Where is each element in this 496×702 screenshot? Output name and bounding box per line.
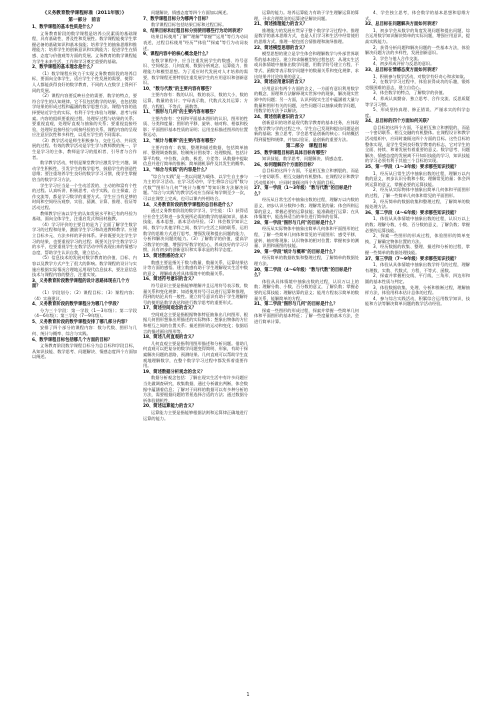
answer-paragraph: 5、形成坚持真理、修正错误、严谨求实的科学态度。: [365, 107, 470, 118]
question-heading: 4、义务教育阶段的数学课程分为哪几个学段？: [32, 302, 121, 308]
answer-paragraph: 2、在数学学习过程中，体验获得成功的乐趣，锻炼克服困难的意志，建立自信心。: [365, 79, 470, 90]
answer-paragraph: 3、经历数据的收集、整理、描述和分析的过程，掌握一些简单的数据处理技能。: [365, 244, 470, 255]
section-heading: 第一部分 前言: [68, 18, 101, 23]
question-heading: 9、课程内容中的核心概念是什么？: [143, 52, 211, 58]
answer-paragraph: 空间观念主要是指根据物体特征抽象出几何图形，根据几何图形想象出所描述的实际物体；想象出物体的方位和相互之间的位置关系；描述图形的运动和变化；依据语言的描述画出图形等。: [143, 311, 248, 334]
answer-paragraph: 3、体验数据收集、处理、分析和推断过程，理解抽样方法，体验用样本估计总体的过程。: [365, 284, 470, 296]
answer-paragraph: 1、积极参与数学活动，对数学有好奇心和求知欲。: [373, 73, 468, 79]
answer-paragraph: 4、参与综合实践活动，积累综合运用数学知识、技能和方法等解决简单问题的数学活动经验。: [365, 295, 470, 307]
question-heading: 34、总目标的四个方面如何关联？: [365, 119, 432, 125]
section-heading: 第二部分 课程目标: [285, 143, 328, 149]
question-heading: 27、第一学段（1～3年级）"数与代数"的目标是什么？: [254, 186, 353, 197]
question-heading: 28、第一学段"图形与几何"的目标是什么？: [254, 220, 338, 226]
answer-paragraph: 4、学会独立思考，体会数学的基本思想和思维方式。: [365, 10, 470, 21]
answer-paragraph: 2、探索并掌握相交线、平行线、三角形、四边形和圆的基本性质与判定。: [365, 273, 470, 284]
question-heading: 7、数学课程目标分为哪两个目标？: [143, 16, 211, 22]
answer-paragraph: 分为三个学段：第一学段（1～3年级）；第二学段（4～6年级）；第三学段（7～9年级）。: [32, 307, 137, 319]
answer-paragraph: 主要内容有：数的认识，数的表示，数的大小，数的运算，数量的估计；字母表示数，代数式及其运算；方程、方程组、不等式、函数等。: [143, 92, 248, 109]
answer-paragraph: 经历从实际物体中抽象出简单几何体和平面图形的过程，了解一些简单几何体和常见的平面图形；感受平移、旋转、轴对称现象；认识物体的相对位置；掌握初步的测量、识图和画图的技能。: [254, 226, 359, 249]
question-heading: 15、简述数感的含义？: [143, 253, 188, 259]
answer-paragraph: 数学教学活动，特别是课堂教学应激发学生兴趣，调动学生积极性，引发学生的数学思考，鼓励学生的创造性思维；要注重培养学生良好的数学学习习惯，使学生掌握恰当的数学学习方法。: [32, 160, 137, 183]
answer-paragraph: （4）学习评价的主要目的是为了全面了解学生数学学习的过程和结果，激励学生学习和改进教师教学。应建立目标多元、方法多样的评价体系。评价既要关注学生学习的结果，也要重视学习的过程；既要关注学生数学学习的水平，也要重视学生在数学活动中所表现出来的情感与态度，帮助学生认识自我，建立信心。: [32, 221, 137, 255]
question-heading: 2、数学课程的基本理念是什么？: [32, 65, 96, 71]
text-columns: [32, 10, 470, 686]
question-heading: 12、"统计与概率"的主要内容有哪些？: [143, 139, 218, 145]
answer-paragraph: 结果目标使用"了解""理解""掌握""运用"等行为动词表述，过程目标使用"经历""体验""探索"等行为动词表述。: [143, 34, 248, 51]
question-heading: 33、总目标在情感态度方面如何表述？: [365, 67, 440, 73]
question-heading: 22、简述模型思想的含义？: [254, 45, 308, 51]
answer-paragraph: 知识技能、数学思考、问题解决、情感态度。: [262, 156, 346, 162]
question-heading: 8、结果目标和过程目标分别使用哪些行为动词表述？: [143, 28, 245, 34]
answer-paragraph: （5）信息技术的发展对数学教育的价值、目标、内容以及教学方式产生了很大的影响。数学课程的设计与实施应根据实际情况合理地运用现代信息技术，要注意信息技术与课程内容的整合，注重实效。: [32, 255, 137, 278]
answer-paragraph: 应用意识有两个方面的含义，一方面有意识利用数学的概念、原理和方法解释现实世界中的现象，解决现实世界中的问题；另一方面，认识到现实生活中蕴涵着大量与数量和图形有关的问题，这些问题可以抽象成数学问题，用数学的方法予以解决。: [254, 85, 359, 114]
answer-paragraph: 主要内容有：收集、整理和描述数据，包括简单抽样、整理调查数据、绘制统计图表等；处理数据，包括计算平均数、中位数、众数、极差、方差等；从数据中提取信息并进行简单的推断；简单随机事件及其发生的概率。: [143, 144, 248, 167]
question-heading: 14、义务教育阶段的数学课程的总目标是什么？: [143, 202, 235, 208]
question-heading: 10、"数与代数"的主要内容有哪些？: [143, 86, 214, 92]
question-heading: 3、义务教育阶段数学课程的设计思路体现在几个方面？: [32, 278, 130, 290]
answer-paragraph: 2、获得分析问题和解决问题的一些基本方法，体验解决问题方法的多样性，发展创新意识。: [365, 44, 470, 56]
answer-paragraph: 通过义务教育阶段的数学学习，学生能：（1）获得适应社会生活和进一步发展所必需的数学的基础知识、基本技能、基本思想、基本活动经验。（2）体会数学知识之间、数学与其他学科之间、数学与生活之间的联系，运用数学的思维方式进行思考，增强发现和提出问题的能力、分析和解决问题的能力。（3）了解数学的价值，提高学习数学的兴趣，增强学好数学的信心，养成良好的学习习惯，具有初步的创新意识和实事求是的科学态度。: [143, 208, 248, 253]
answer-paragraph: 4、养成认真勤奋、独立思考、合作交流、反思质疑等学习习惯。: [365, 95, 470, 107]
answer-paragraph: 数学课程目标包括结果目标和过程目标。: [151, 22, 227, 28]
answer-paragraph: 学生学习应当是一个生动活泼的、主动的和富有个性的过程。认真听讲、积极思考、动手实践、自主探索、合作交流等，都是学习数学的重要方式。学生应当有足够的时间和空间经历观察、实验、猜测、计算、推理、验证等活动过程。: [32, 182, 137, 210]
answer-paragraph: 符号意识主要是指能够理解并且运用符号表示数、数量关系和变化规律；知道使用符号可以进行运算和推理，得到的结论具有一般性。建立符号意识有助于学生理解符号的使用是数学表达和进行数学思考的重要形式。: [143, 282, 248, 305]
answer-paragraph: 运算能力主要是指能够根据法则和运算律正确地进行运算的能力。: [143, 409, 248, 421]
question-heading: 20、简述运算能力的含义？: [143, 404, 197, 410]
answer-paragraph: 安排了四个部分的课程内容：数与代数、图形与几何、统计与概率、综合与实践。: [32, 325, 137, 337]
question-heading: 35、第一学段（1～3年级）要求哪些知识技能？: [365, 165, 459, 171]
question-heading: 23、简述应用意识的含义？: [254, 80, 308, 86]
answer-paragraph: 2、经历从实际物体中抽象出简单几何体和平面图形的过程，了解一些简单几何体和常见的平面图形。: [365, 187, 470, 198]
answer-paragraph: 在数学课程中，应当注重发展学生的数感、符号意识、空间观念、几何直观、数据分析观念、运算能力、推理能力和模型思想。为了适应时代发展对人才培养的需要，数学课程还要特别注重发展学生的应用意识和创新意识。: [143, 57, 248, 86]
question-heading: 19、简述数据分析观念的含义？: [143, 369, 205, 375]
document-title: 《义务教育数学课程标准（2011年版）》: [42, 11, 127, 16]
answer-paragraph: "综合与实践"是一类以问题为载体、以学生自主参与为主的学习活动。在学习活动中，学生将综合运用"数与代数""图形与几何""统计与概率"等知识和方法解决问题。"综合与实践"的教学活动应当保证每学期至少一次，可以在课堂上完成，也可以课内外相结合。: [143, 173, 248, 201]
answer-paragraph: 3、经历简单的数据收集和整理过程，了解简单的数据处理方法。: [365, 198, 470, 210]
answer-paragraph: 几何直观主要是指利用图形描述和分析问题。借助几何直观可以把复杂的数学问题变得简明、形象，有助于探索解决问题的思路，预测结果。几何直观可以帮助学生直观地理解数学，在整个数学学习过程中都发挥着重要作用。: [143, 340, 248, 369]
answer-paragraph: 主要内容有：空间和平面基本图形的认识，图形的性质、分类和度量；图形的平移、旋转、轴对称、相似和投影；平面图形基本性质的证明；运用坐标描述图形的位置和运动。: [143, 115, 248, 138]
answer-paragraph: 1、初步学会从数学的角度发现问题和提出问题，综合运用数学知识解决简单的实际问题，增强应用意识，提高实践能力。: [365, 27, 470, 44]
answer-paragraph: 经历从日常生活中抽象出数的过程，理解万以内数的意义，初步认识分数和小数；理解常见的量；体会四则运算的意义，掌握必要的运算技能；能准确进行运算；在具体情境中，能选择适当的单位进行简单的估算。: [254, 197, 359, 220]
answer-paragraph: （1）学段划分；（2）课程目标；（3）课程内容；（4）实施建议。: [32, 289, 137, 301]
question-heading: 26、如何理解四个方面的目标？: [254, 162, 316, 168]
answer-paragraph: 4、初步形成评价与反思的意识。: [373, 61, 435, 67]
question-heading: 24、简述创新意识的含义？: [254, 114, 308, 120]
question-heading: 1、数学课程的基本性质是什么？: [32, 25, 96, 30]
question-heading: 11、"图形与几何"的主要内容有哪些？: [143, 110, 218, 116]
answer-paragraph: 1、体验从具体情境中抽象出数的过程，认识万以上的数；理解分数、小数、百分数的意义，了解负数；掌握必要的运算技能。: [365, 216, 470, 233]
question-heading: 31、第二学段"图形与几何"的目标是什么？: [254, 302, 338, 308]
column-1: [32, 10, 137, 686]
answer-paragraph: 创新意识的培养是现代数学教育的基本任务，应体现在数学教与学的过程之中。学生自己发现和提出问题是创新的基础；独立思考、学会思考是创新的核心；归纳概括得到猜想和规律，并加以验证，是创新的重要方法。: [254, 120, 359, 143]
question-heading: 32、总目标在问题解决方面如何表述？: [365, 22, 440, 28]
answer-paragraph: 1、体验从具体情境中抽象出数学符号的过程，理解有理数、实数、代数式、方程、不等式、函数。: [365, 262, 470, 273]
answer-paragraph: 数据分析观念包括：了解在现实生活中有许多问题应当先做调查研究，收集数据，通过分析做出判断，体会数据中蕴涵着信息；了解对于同样的数据可以有多种分析的方法，需要根据问题的背景选择合适的方法；通过数据分析体验随机性。: [143, 375, 248, 403]
answer-paragraph: 1、经历从日常生活中抽象出数的过程，理解万以内数的意义，初步认识分数和小数；理解常见的量；体会四则运算的意义，掌握必要的运算技能。: [365, 170, 470, 187]
answer-paragraph: 3、学会与他人合作交流。: [373, 55, 422, 61]
answer-paragraph: 总目标的这四个方面，不是相互独立和割裂的，而是一个密切联系、相互交融的有机整体。在课程设计和教学活动组织中，应同时兼顾这四个方面的目标。这些目标的整体实现，是学生受到良好数学教育的标志，它对学生的全面、持续、和谐发展有着重要的意义。数学思考、问题解决、情感态度的发展离不开知识技能的学习，知识技能的学习必须有利于其他三个目标的实现。: [365, 124, 470, 164]
answer-paragraph: 义务教育阶段数学课程目标分为总目标和学段目标，从知识技能、数学思考、问题解决、情感态度四个方面加以阐述。: [32, 343, 137, 360]
answer-paragraph: 问题解决、情感态度等四个方面加以阐述。: [151, 10, 231, 15]
answer-paragraph: 体验从具体情境中抽象出数的过程，认识万以上的数；理解分数、小数、百分数的意义，了解负数；掌握必要的运算技能；理解估算的意义；能用方程表示简单的数量关系，能解简单的方程。: [254, 278, 359, 301]
answer-paragraph: 运算的能力。培养运算能力有助于学生理解运算的算理，寻求合理简洁的运算途径解决问题。: [254, 10, 359, 21]
question-heading: 37、第三学段（7～9年级）要求哪些知识技能？: [365, 256, 459, 262]
answer-paragraph: （3）教学活动是师生积极参与、交往互动、共同发展的过程。有效的教学活动是学生学与教师教的统一，学生是学习的主体，教师是学习的组织者、引导者与合作者。: [32, 137, 137, 160]
answer-paragraph: 推理能力的发展应贯穿于整个数学学习过程中。推理是数学的基本思维方式，也是人们学习和生活中经常使用的思维方式。推理一般包括合情推理和演绎推理。: [254, 27, 359, 44]
answer-paragraph: 2、探索一些图形的形成过程，体验图形的简单变换，了解确定物体位置的方法。: [365, 233, 470, 244]
question-heading: 30、第二学段（4～6年级）"数与代数"的目标是什么？: [254, 267, 353, 279]
question-heading: 29、第一学段"统计与概率"的目标是什么？: [254, 249, 338, 255]
question-heading: 36、第二学段（4～6年级）要求哪些知识技能？: [365, 210, 459, 216]
question-heading: 16、简述符号意识的含义？: [143, 277, 197, 283]
question-heading: 6、数学课程目标包括哪几个方面的目标？: [32, 337, 113, 343]
answer-paragraph: 模型思想的建立是学生体会和理解数学与外部世界联系的基本途径。建立和求解模型的过程包括：从现实生活或具体情境中抽象出数学问题，用数学符号建立方程、不等式、函数等表示数学问题中的数量关系和变化规律，求出结果并讨论结果的意义。: [254, 51, 359, 79]
question-heading: 17、简述空间观念的含义？: [143, 306, 197, 312]
column-2: [143, 10, 248, 686]
answer-paragraph: 3、体会数学的特点，了解数学的价值。: [373, 90, 447, 96]
column-4: [365, 10, 470, 686]
answer-paragraph: 义务教育阶段的数学课程是培养公民素质的基础课程，具有基础性、普及性和发展性。数学课程能使学生掌握必备的基础知识和基本技能；培养学生的抽象思维和推理能力；培养学生的创新意识和实践能力；促进学生在情感、态度与价值观等方面的发展。义务教育的数学课程能为学生未来生活、工作和学习奠定重要的基础。: [32, 30, 137, 64]
answer-paragraph: 探索一些图形的形成过程，探索并掌握一些简单几何体和平面图形的基本特征；了解一些度量的基本方法，会进行简单计算。: [254, 307, 359, 324]
question-heading: 18、简述几何直观的含义？: [143, 335, 197, 341]
answer-paragraph: 数感主要是指关于数与数量、数量关系、运算结果估计等方面的感悟。建立数感有助于学生理解现实生活中数的意义，理解或表述具体情境中的数量关系。: [143, 259, 248, 276]
question-heading: 21、简述推理能力的含义？: [254, 22, 308, 28]
question-heading: 13、"综合与实践"的内容是什么？: [143, 168, 210, 174]
answer-paragraph: （2）课程内容要反映社会的需要、数学的特点，要符合学生的认知规律。它不仅包括数学的结果，也包括数学结果的形成过程和蕴涵的数学思想方法。课程内容的选择要贴近学生的实际，有利于学生体验与理解、思考与探索。内容的组织要重视过程，处理好过程与结果的关系；要重视直观，处理好直观与抽象的关系；要重视直接经验，处理好直接经验与间接经验的关系。课程内容的呈现应注意层次性和多样性，以适应学生的不同需求。: [32, 93, 137, 138]
answer-paragraph: 教师教学应该以学生的认知发展水平和已有的经验为基础，面向全体学生，注重启发式和因材施教。: [32, 210, 137, 222]
question-heading: 5、义务教育阶段的数学课程安排了哪几部分内容？: [32, 319, 130, 325]
answer-paragraph: （1）数学课程应致力于实现义务教育阶段的培养目标，要面向全体学生，适应学生个性发展的需要，使得：人人都能获得良好的数学教育，不同的人在数学上得到不同的发展。: [32, 70, 137, 93]
question-heading: 25、数学课程目标的具体目标有哪些？: [254, 150, 329, 156]
answer-paragraph: 总目标的这四个方面，不是相互独立和割裂的，而是一个密切联系、相互交融的有机整体。在课程设计和教学活动组织中，应同时兼顾这四个方面的目标。: [254, 168, 359, 185]
page-number: 1: [246, 692, 250, 698]
answer-paragraph: 经历简单的数据收集和整理过程，了解简单的数据处理方法。: [254, 255, 359, 266]
column-3: [254, 10, 359, 686]
